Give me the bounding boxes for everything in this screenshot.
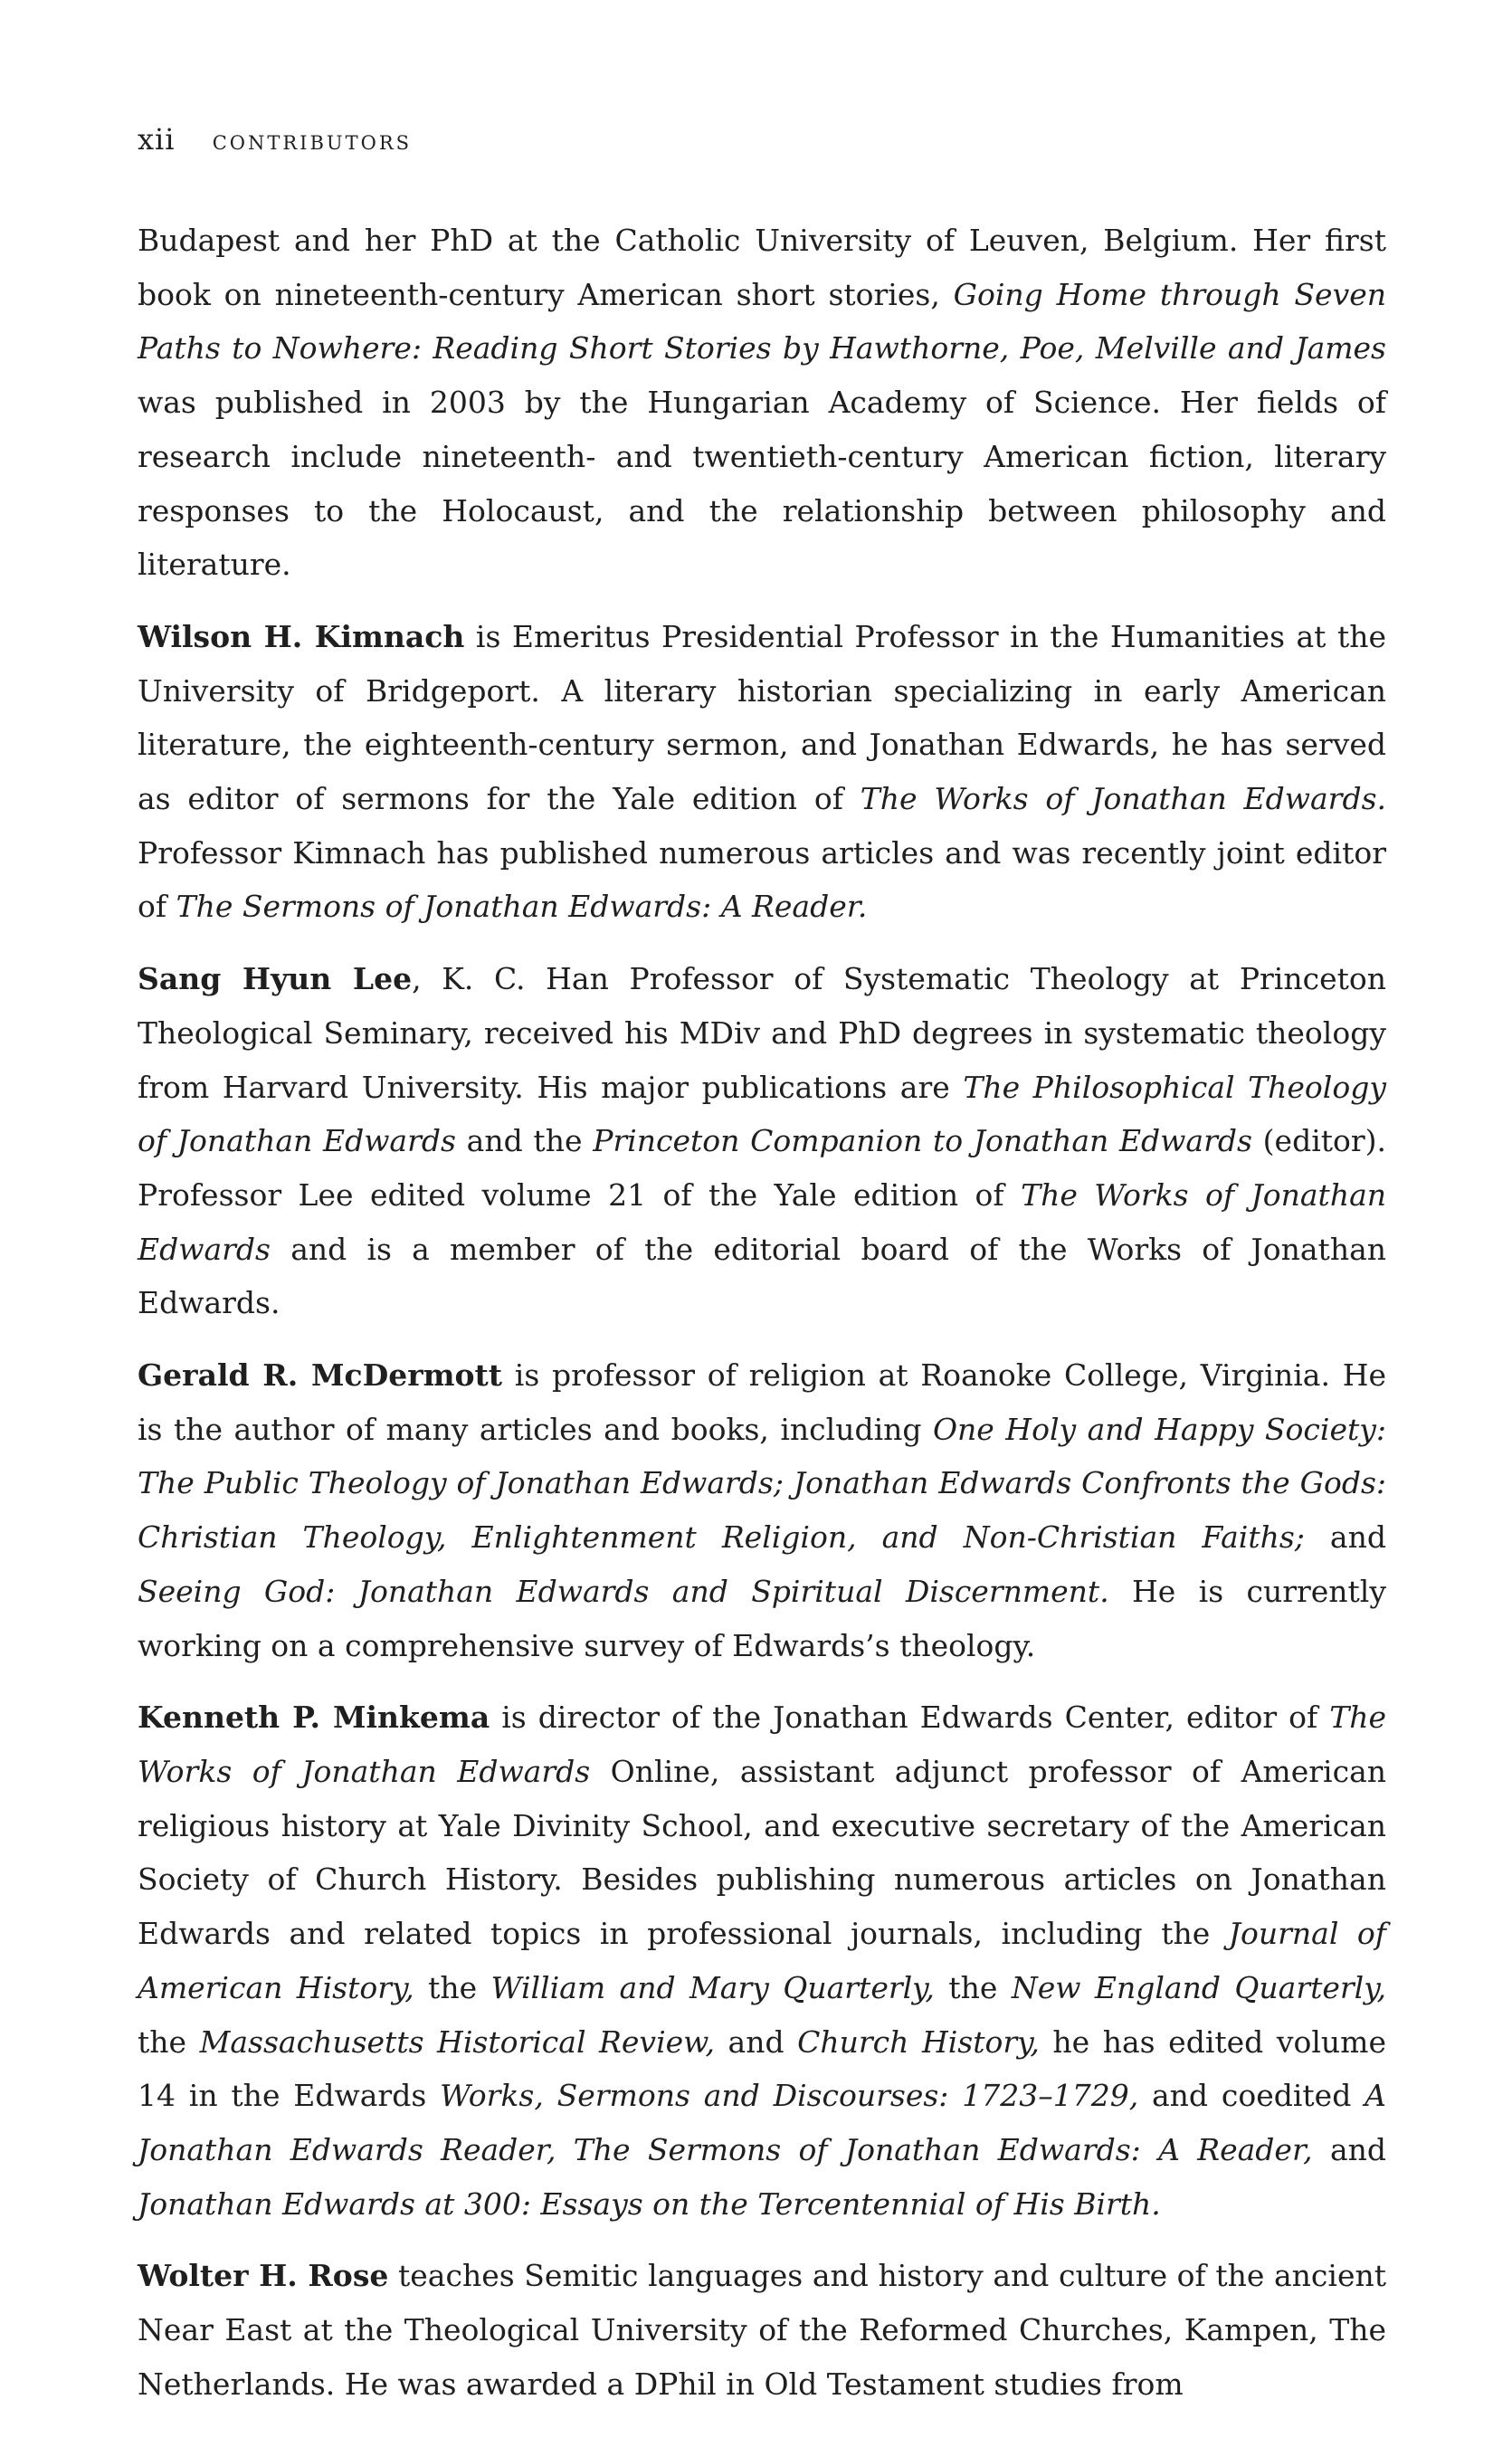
contributor-entry (138, 1348, 1386, 1672)
contributor-name: Gerald R. McDermott (138, 1357, 503, 1394)
italic-title: A Jonathan Edwards Reader, The Sermons of Jonathan Edwards: A Reader, (138, 2078, 1386, 2167)
italic-title: Journal of American History, (138, 1916, 1386, 2005)
contributor-entry (138, 952, 1386, 1330)
contributors-list (138, 214, 1386, 2429)
italic-title: Seeing God: Jonathan Edwards and Spiritual Discernment. (138, 1573, 1109, 1609)
bio-text: is Emeritus Presidential Professor in the Humanities at the University of Bridgeport. A literary historian specializing in early American literature, the eighteenth-century sermon, and Jonathan Edwards, he has served as editor of sermons for the Yale edition of (138, 618, 1386, 817)
contributor-name: Sang Hyun Lee (138, 961, 413, 997)
bio-text: the (414, 1969, 491, 2005)
contributor-name: Wilson H. Kimnach (138, 618, 465, 654)
italic-title: Princeton Companion to Jonathan Edwards (593, 1123, 1252, 1159)
bio-text: the (934, 1969, 1012, 2005)
italic-title: The Sermons of Jonathan Edwards: A Reader. (176, 889, 868, 925)
italic-title: Jonathan Edwards at 300: Essays on the Tercentennial of His Birth. (138, 2185, 1161, 2222)
italic-title: One Holy and Happy Society: The Public Theology of Jonathan Edwards; Jonathan Edwards Confronts the Gods: Christian Theology, Enlightenment Religion, and Non-Christian Faiths; (138, 1411, 1386, 1556)
bio-text: , K. C. Han Professor of Systematic Theology at Princeton Theological Seminary, received his MDiv and PhD degrees in systematic theology from Harvard University. His major publications are (138, 961, 1387, 1105)
bio-text: and (714, 2023, 798, 2060)
page-header (138, 122, 413, 157)
bio-text: is director of the Jonathan Edwards Center, editor of (490, 1700, 1330, 1736)
italic-title: The Philosophical Theology of Jonathan Edwards (138, 1069, 1386, 1159)
italic-title: Works, Sermons and Discourses: 1723–1729, (440, 2078, 1139, 2114)
italic-title: The Works of Jonathan Edwards (138, 1700, 1386, 1789)
bio-text: Online, assistant adjunct professor of American religious history at Yale Divinity School, and executive secretary of the American Society of Church History. Besides publishing numerous articles on Jonathan Edwards and related topics in professional journals, including the (138, 1753, 1386, 1952)
bio-text: he has edited volume 14 in the Edwards (138, 2023, 1386, 2114)
italic-title: Going Home through Seven Paths to Nowhere: Reading Short Stories by Hawthorne, Poe, Melville and James (138, 276, 1386, 367)
italic-title: New England Quarterly, (1011, 1969, 1386, 2005)
bio-text: and (1312, 2131, 1386, 2167)
bio-text: was published in 2003 by the Hungarian Academy of Science. Her fields of research include nineteenth- and twentieth-century American fiction, literary responses to the Holocaust, and the relationship between philosophy and literature. (138, 385, 1386, 583)
bio-text: is professor of religion at Roanoke College, Virginia. He is the author of many articles and books, including (138, 1357, 1387, 1447)
bio-text: the (138, 2023, 200, 2060)
bio-text: (editor). Professor Lee edited volume 21 of the Yale edition of (138, 1123, 1387, 1213)
bio-text: He is currently working on a comprehensive survey of Edwards’s theology. (138, 1573, 1386, 1663)
bio-text: Budapest and her PhD at the Catholic University of Leuven, Belgium. Her first book on nineteenth-century American short stories, (138, 223, 1386, 312)
bio-text: and is a member of the editorial board of the Works of Jonathan Edwards. (138, 1231, 1386, 1321)
contributor-entry (138, 1690, 1386, 2231)
contributor-entry (138, 214, 1386, 592)
running-head: contributors (212, 125, 413, 157)
bio-text: and coedited (1138, 2078, 1365, 2114)
italic-title: The Works of Jonathan Edwards (138, 1176, 1386, 1267)
bio-text: Professor Kimnach has published numerous articles and was recently joint editor of (138, 834, 1386, 925)
contributor-entry (138, 610, 1386, 934)
bio-text: teaches Semitic languages and history and culture of the ancient Near East at the Theological University of the Reformed Churches, Kampen, The Netherlands. He was awarded a DPhil in Old Testament studies from (138, 2258, 1386, 2402)
contributor-name: Wolter H. Rose (138, 2258, 389, 2294)
contributor-name: Kenneth P. Minkema (138, 1700, 490, 1736)
bio-text: and the (455, 1123, 594, 1159)
italic-title: The Works of Jonathan Edwards. (860, 781, 1387, 817)
italic-title: William and Mary Quarterly, (490, 1969, 935, 2005)
contributor-entry (138, 2249, 1386, 2411)
italic-title: Church History, (797, 2023, 1040, 2060)
page-number: xii (138, 122, 176, 157)
bio-text: and (1304, 1519, 1386, 1556)
italic-title: Massachusetts Historical Review, (199, 2023, 715, 2060)
